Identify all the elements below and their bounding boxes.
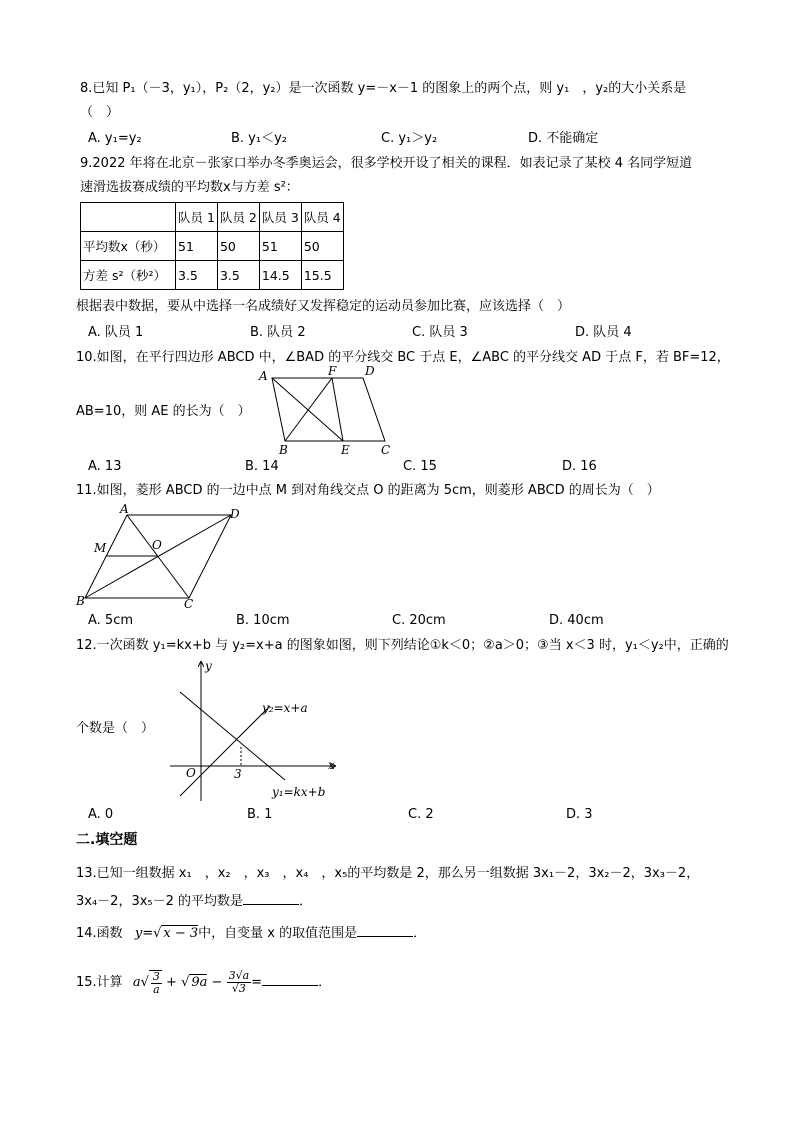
- q13-end: ．: [299, 894, 313, 909]
- q12-option-c: C. 2: [408, 807, 434, 822]
- q15-f1-den: a: [153, 982, 160, 996]
- q15-end: ．: [318, 975, 332, 990]
- q10-parallelogram-figure: [255, 366, 395, 456]
- q14-suffix: 中，自变量 x 的取值范围是: [198, 926, 358, 941]
- q15-prefix: 15.计算: [76, 975, 123, 990]
- q15-f1-num: 3: [152, 969, 160, 983]
- table-cell: 50: [301, 232, 343, 261]
- q13-stem-text: 3x₄－2，3x₅－2 的平均数是: [76, 894, 244, 909]
- q10-option-c: C. 15: [403, 459, 437, 474]
- table-cell: 15.5: [301, 261, 343, 290]
- q12-stem-line1: 12.一次函数 y₁=kx+b 与 y₂=x+a 的图象如图，则下列结论①k＜0；②a＞0；③当 x＜3 时，y₁＜y₂中，正确的: [76, 638, 729, 653]
- table-cell: 3.5: [217, 261, 259, 290]
- q9-stem-line3: 根据表中数据，要从中选择一名成绩好又发挥稳定的运动员参加比赛，应该选择（ ）: [76, 299, 571, 314]
- q10-stem-line2: AB=10，则 AE 的长为（ ）: [76, 404, 251, 419]
- q11-rhombus-figure: [74, 501, 249, 611]
- table-cell: 51: [176, 232, 218, 261]
- label-A: A: [120, 502, 129, 516]
- q14-formula-radicand: x − 3: [163, 926, 199, 941]
- table-cell: 队员 3: [259, 203, 301, 232]
- q15-sqrt-sign-2: √: [181, 975, 190, 990]
- label-B: B: [279, 443, 288, 457]
- table-row: [81, 232, 344, 261]
- q14-formula-y: y: [134, 926, 143, 941]
- q15-f2-den: √3: [231, 982, 246, 995]
- q11-option-a: A. 5cm: [88, 613, 134, 628]
- q15-answer-blank[interactable]: [262, 973, 318, 986]
- q9-option-a: A. 队员 1: [88, 325, 144, 340]
- q13-answer-blank[interactable]: [243, 892, 299, 905]
- line1-label: y₁=kx+b: [272, 785, 326, 799]
- q11-stem-line1: 11.如图，菱形 ABCD 的一边中点 M 到对角线交点 O 的距离为 5cm，则菱形 ABCD 的周长为（ ）: [76, 483, 660, 498]
- label-F: F: [328, 364, 337, 378]
- table-cell: 队员 2: [217, 203, 259, 232]
- table-cell: 3.5: [176, 261, 218, 290]
- q15-eq: =: [251, 975, 263, 990]
- q8-option-d: D. 不能确定: [528, 131, 599, 146]
- q9-stats-table: [80, 202, 344, 290]
- table-header-row: [81, 203, 344, 232]
- table-cell: 方差 s²（秒²）: [81, 261, 176, 290]
- q12-option-a: A. 0: [88, 807, 114, 822]
- q15-f2-num: 3√a: [228, 969, 250, 982]
- table-cell: 50: [217, 232, 259, 261]
- table-cell: 队员 1: [176, 203, 218, 232]
- x-axis-label: x: [328, 758, 335, 772]
- q15-plus: +: [166, 975, 177, 990]
- q15-fraction-1: [149, 970, 162, 996]
- section-title: 二.填空题: [76, 832, 138, 848]
- table-row: [81, 261, 344, 290]
- table-cell: 平均数x（秒）: [81, 232, 176, 261]
- q8-option-a: A. y₁=y₂: [88, 131, 142, 146]
- q10-option-a: A. 13: [88, 459, 122, 474]
- q12-option-b: B. 1: [247, 807, 273, 822]
- q8-stem-line1: 8.已知 P₁（－3，y₁），P₂（2，y₂）是一次函数 y=－x－1 的图象上的两个点，则 y₁ ，y₂的大小关系是: [80, 81, 687, 96]
- table-cell: 51: [259, 232, 301, 261]
- table-cell: 14.5: [259, 261, 301, 290]
- q15-minus: −: [211, 975, 223, 990]
- q14-end: ．: [413, 926, 427, 941]
- q13-stem-line1: 13.已知一组数据 x₁ ，x₂ ，x₃ ，x₄ ，x₅的平均数是 2，那么另一组数据 3x₁－2，3x₂－2，3x₃－2，: [76, 866, 700, 881]
- q9-option-b: B. 队员 2: [250, 325, 306, 340]
- q15-fraction-2: [227, 970, 252, 995]
- y-axis-label: y: [205, 659, 212, 673]
- q14-line: [76, 924, 426, 943]
- q12-graph-figure: [170, 656, 345, 806]
- label-D: D: [365, 364, 375, 378]
- table-cell: [81, 203, 176, 232]
- q12-stem-line2: 个数是（ ）: [76, 721, 155, 736]
- q15-line: [76, 968, 331, 998]
- q10-stem-line1: 10.如图，在平行四边形 ABCD 中，∠BAD 的平分线交 BC 于点 E，∠ABC 的平分线交 AD 于点 F，若 BF=12，: [76, 350, 730, 365]
- label-M: M: [94, 541, 107, 555]
- q10-option-d: D. 16: [562, 459, 597, 474]
- tick-3-label: 3: [234, 767, 242, 781]
- q11-option-d: D. 40cm: [549, 613, 604, 628]
- q14-answer-blank[interactable]: [357, 924, 413, 937]
- q9-option-d: D. 队员 4: [575, 325, 632, 340]
- q13-stem-line2: [76, 892, 312, 911]
- q8-option-c: C. y₁＞y₂: [381, 131, 438, 146]
- q11-option-c: C. 20cm: [392, 613, 446, 628]
- label-A: A: [259, 369, 268, 383]
- q15-sqrt-sign-1: √: [140, 975, 149, 990]
- q15-rad2: 9a: [191, 975, 208, 990]
- label-D: D: [230, 507, 240, 521]
- label-C: C: [381, 443, 391, 457]
- q14-prefix: 14.函数: [76, 926, 123, 941]
- q14-formula-eq: =: [142, 926, 154, 941]
- q9-option-c: C. 队员 3: [412, 325, 468, 340]
- q9-stem-line1: 9.2022 年将在北京－张家口举办冬季奥运会，很多学校开设了相关的课程．如表记录了某校 4 名同学短道: [80, 156, 693, 171]
- q15-a: a: [132, 975, 141, 990]
- label-O: O: [152, 538, 162, 552]
- q12-option-d: D. 3: [566, 807, 593, 822]
- origin-label: O: [186, 766, 196, 780]
- q8-option-b: B. y₁＜y₂: [231, 131, 287, 146]
- q9-stem-line2: 速滑选拔赛成绩的平均数x与方差 s²：: [80, 180, 299, 195]
- table-cell: 队员 4: [301, 203, 343, 232]
- q8-stem-line2: （ ）: [80, 105, 120, 120]
- q14-sqrt-sign: √: [153, 926, 162, 941]
- line2-label: y₂=x+a: [262, 701, 308, 715]
- label-C: C: [184, 597, 194, 611]
- label-B: B: [76, 594, 85, 608]
- q11-option-b: B. 10cm: [236, 613, 290, 628]
- label-E: E: [341, 443, 350, 457]
- q10-option-b: B. 14: [245, 459, 279, 474]
